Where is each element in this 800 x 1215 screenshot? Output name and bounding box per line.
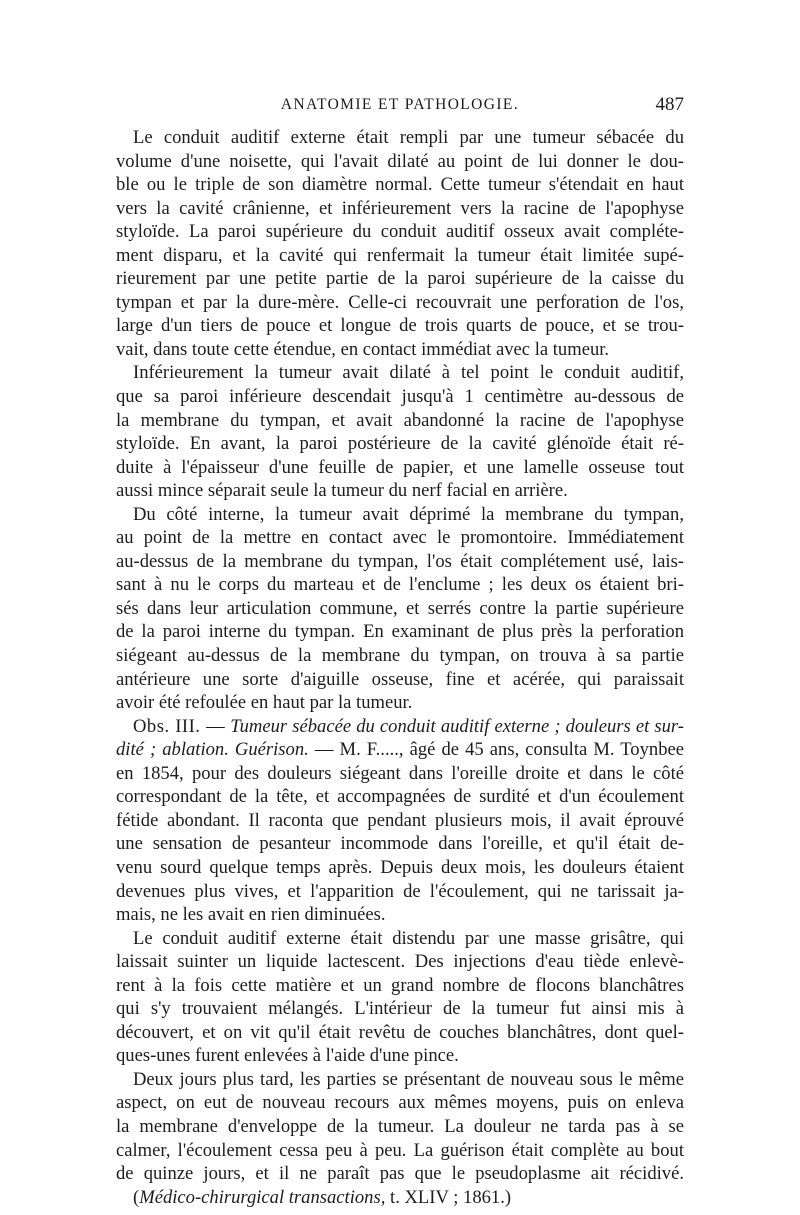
text-line: ble ou le triple de son diamètre normal. Cette tumeur s'étendait en haut: [116, 174, 684, 196]
text-line: Le conduit auditif externe était distendu par une masse grisâtre, qui: [133, 927, 684, 949]
text-line: aussi mince séparait seule la tumeur du nerf facial en arrière.: [116, 480, 568, 502]
paragraph: [116, 1068, 684, 1186]
text-line: Inférieurement la tumeur avait dilaté à tel point le conduit auditif,: [133, 362, 684, 384]
text-line: Le conduit auditif externe était rempli par une tumeur sébacée du: [133, 127, 684, 148]
text-line: calmer, l'écoulement cessa peu à peu. La guérison était complète au bout: [116, 1139, 684, 1161]
text-line: ques-unes furent enlevées à l'aide d'une pince.: [116, 1045, 459, 1067]
text-line: tympan et par la dure-mère. Celle-ci recouvrait une perforation de l'os,: [116, 291, 684, 313]
text-line: ment disparu, et la cavité qui renfermait la tumeur était limitée supé-: [116, 244, 684, 266]
page-body: [116, 126, 684, 1209]
text-line: duite à l'épaisseur d'une feuille de papier, et une lamelle osseuse tout: [116, 456, 684, 478]
observation-label: Obs. III. —: [133, 715, 226, 737]
text-line: sant à nu le corps du marteau et de l'enclume ; les deux os étaient bri-: [116, 574, 684, 596]
citation-source: Médico-chirurgical transactions,: [139, 1186, 386, 1208]
text-line: découvert, et on vit qu'il était revêtu de couches blanchâtres, dont quel-: [116, 1021, 684, 1043]
text-line: mais, ne les avait en rien diminuées.: [116, 904, 386, 926]
text-line: venu sourd quelque temps après. Depuis deux mois, les douleurs étaient: [116, 856, 684, 878]
text-line: correspondant de la tête, et accompagnées de surdité et d'un écoulement: [116, 786, 684, 808]
citation-open-paren: (: [133, 1186, 140, 1208]
observation-heading-line: [116, 715, 684, 739]
text-line: de quinze jours, et il ne paraît pas que le pseudoplasme ait récidivé.: [116, 1163, 684, 1185]
paragraph: [116, 361, 684, 502]
text-line: au-dessus de la membrane du tympan, l'os était complétement usé, lais-: [116, 550, 684, 572]
paragraph: [116, 927, 684, 1068]
text-line: styloïde. La paroi supérieure du conduit auditif osseux avait compléte-: [116, 221, 684, 243]
text-line: la membrane du tympan, et avait abandonné la racine de l'apophyse: [116, 409, 684, 431]
observation-heading-line: [116, 738, 684, 762]
text-line: rieurement par une petite partie de la paroi supérieure de la caisse du: [116, 268, 684, 290]
observation-text: — M. F....., âgé de 45 ans, consulta M. Toynbee: [314, 739, 684, 761]
running-title: ANATOMIE ET PATHOLOGIE.: [280, 96, 520, 113]
text-line: Du côté interne, la tumeur avait déprimé la membrane du tympan,: [133, 503, 684, 525]
text-line: fétide abondant. Il raconta que pendant plusieurs mois, il avait éprouvé: [116, 809, 684, 831]
page-number: 487: [655, 94, 684, 115]
text-line: de la paroi interne du tympan. En examinant de plus près la perforation: [116, 621, 684, 643]
observation-title: dité ; ablation. Guérison.: [116, 739, 309, 761]
text-line: vait, dans toute cette étendue, en contact immédiat avec la tumeur.: [116, 338, 610, 360]
citation-line: [116, 1186, 684, 1210]
text-line: antérieure une sorte d'aiguille osseuse, fine et acérée, qui paraissait: [116, 668, 684, 690]
text-line: aspect, on eut de nouveau recours aux mêmes moyens, puis on enleva: [116, 1092, 684, 1114]
citation-volume: t. XLIV ; 1861.): [385, 1186, 512, 1208]
text-line: sés dans leur articulation commune, et serrés contre la partie supérieure: [116, 597, 684, 619]
observation-case: [116, 715, 684, 927]
text-line: que sa paroi inférieure descendait jusqu'à 1 centimètre au-dessous de: [116, 386, 684, 408]
text-line: la membrane d'enveloppe de la tumeur. La douleur ne tarda pas à se: [116, 1115, 684, 1137]
paragraph: [116, 126, 684, 361]
page-header: [116, 94, 684, 120]
citation: [116, 1186, 684, 1210]
text-line: une sensation de pesanteur incommode dans l'oreille, et qu'il était de-: [116, 833, 684, 855]
text-line: volume d'une noisette, qui l'avait dilaté au point de lui donner le dou-: [116, 150, 684, 172]
text-line: large d'un tiers de pouce et longue de trois quarts de pouce, et se trou-: [116, 315, 684, 337]
text-line: laissait suinter un liquide lactescent. Des injections d'eau tiède enlevè-: [116, 951, 684, 973]
text-line: Deux jours plus tard, les parties se présentant de nouveau sous le même: [133, 1068, 684, 1090]
observation-title: Tumeur sébacée du conduit auditif externe ; douleurs et sur-: [230, 715, 684, 737]
text-line: styloïde. En avant, la paroi postérieure de la cavité glénoïde était ré-: [116, 433, 684, 455]
text-line: au point de la mettre en contact avec le promontoire. Immédiatement: [116, 527, 684, 549]
text-line: devenues plus vives, et l'apparition de l'écoulement, qui ne tarissait ja-: [116, 880, 684, 902]
text-line: vers la cavité crânienne, et inférieurement vers la racine de l'apophyse: [116, 197, 684, 219]
text-line: en 1854, pour des douleurs siégeant dans l'oreille droite et dans le côté: [116, 762, 684, 784]
text-line: avoir été refoulée en haut par la tumeur.: [116, 692, 413, 714]
text-line: qui s'y trouvaient mélangés. L'intérieur de la tumeur fut ainsi mis à: [116, 998, 684, 1020]
text-line: siégeant au-dessus de la membrane du tympan, on trouva à sa partie: [116, 645, 684, 667]
paragraph: [116, 503, 684, 715]
text-line: rent à la fois cette matière et un grand nombre de flocons blanchâtres: [116, 974, 684, 996]
